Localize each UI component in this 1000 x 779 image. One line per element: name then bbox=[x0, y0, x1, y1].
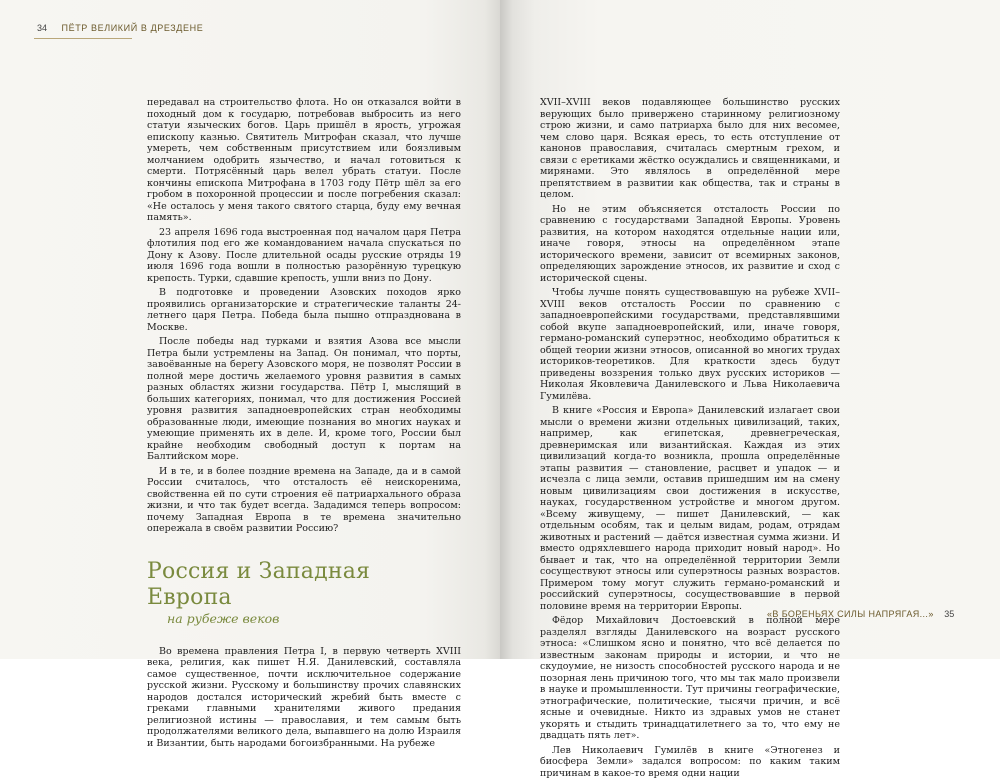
section-title-main: Россия и Западная Европа bbox=[147, 559, 461, 611]
page-number-left: 34 bbox=[37, 23, 47, 33]
section-title bbox=[147, 559, 461, 626]
paragraph: После победы над турками и взятия Азова все мысли Петра были устремлены на Запад. Он понимал, что порты, завоёванные на берегу Азовского моря, не позволят России в полной мере достичь желаемого уровня развития в самых разных областях жизни государства. Пётр I, мыслящий в больших категориях, понимал, что для достижения Россией уровня развития западноевропейских стран необходимы образованные люди, имеющие познания во многих науках и умеющие применять их в деле. И, кроме того, России был крайне необходим свободный доступ к портам на Балтийском море. bbox=[147, 336, 461, 463]
paragraph: В книге «Россия и Европа» Данилевский излагает свои мысли о времени жизни отдельных цивилизаций, таких, например, как египетская, древнегреческая, древнеримская или византийская. Каждая из этих цивилизаций когда-то возникла, прошла определённые этапы развития — становление, расцвет и упадок — и исчезла с лица земли, оставив пришедшим им на смену новым цивилизациям свои достижения в искусстве, науках, государственном устройстве и многом другом. «Всему живущему, — пишет Данилевский, — как отдельным особям, так и целым видам, родам, отрядам животных и растений — даётся известная сумма жизни. И вместо одряхлевшего народа приходит новый народ». Но бывает и так, что на определённой территории Земли сосуществуют этносы или суперэтносы разных возрастов. Примером тому могут служить германо-романский и российский суперэтносы, сосуществовавшие в первой половине время на территории Европы. bbox=[540, 405, 840, 612]
paragraph: передавал на строительство флота. Но он отказался войти в походный дом к государю, потребовав выбросить из него статуи языческих богов. Царь пришёл в ярость, угрожая епископу казнью. Святитель Митрофан сказал, что лучше умереть, чем собственным присутствием или боязливым молчанием одобрить язычество, и начал готовиться к смерти. Потрясённый царь велел убрать статуи. После кончины епископа Митрофана в 1703 году Пётр шёл за его гробом в похоронной процессии и после погребения сказал: «Не осталось у меня такого святого старца, буду ему вечная память». bbox=[147, 97, 461, 224]
running-footer bbox=[767, 609, 954, 619]
header-rule bbox=[34, 38, 132, 39]
left-page bbox=[0, 0, 500, 659]
section-title-sub: на рубеже веков bbox=[167, 611, 461, 626]
paragraph: XVII–XVIII веков подавляющее большинство русских верующих было привержено старинному религиозному строю жизни, и само патриарха было для них весомее, чем слово царя. Всякая ересь, то есть отступление от канонов православия, считалась смертным грехом, и связи с еретиками жёстко осуждались и священниками, и мирянами. Это являлось в определённой мере препятствием в развитии как общества, так и страны в целом. bbox=[540, 97, 840, 201]
paragraph: 23 апреля 1696 года выстроенная под началом царя Петра флотилия под его же командованием начала спускаться по Дону к Азову. После длительной осады русские отряды 19 июля 1696 года вошли в полностью разорённую турецкую крепость. Турки, сдавшие крепость, ушли вниз по Дону. bbox=[147, 227, 461, 285]
paragraph: Лев Николаевич Гумилёв в книге «Этногенез и биосфера Земли» задался вопросом: по каким таким причинам в какое-то время одни нации bbox=[540, 745, 840, 779]
right-text-column bbox=[540, 97, 840, 779]
running-header-title: ПЁТР ВЕЛИКИЙ В ДРЕЗДЕНЕ bbox=[62, 23, 204, 33]
paragraph: Во времена правления Петра I, в первую четверть XVIII века, религия, как пишет Н.Я. Данилевский, составляла самое существенное, почти исключительное содержание русской жизни. Русскому и большинству прочих славянских народов достался исторический жребий быть вместе с греками главными хранителями живого предания религиозной истины — православия, и тем самым быть продолжателями великого дела, выпавшего на долю Израиля и Византии, быть народами богоизбранными. На рубеже bbox=[147, 646, 461, 750]
paragraph: И в те, и в более поздние времена на Западе, да и в самой России считалось, что отсталость её неискоренима, свойственна ей по сути строения её патриархального образа жизни, и что так будет всегда. Зададимся теперь вопросом: почему Западная Европа в те времена значительно опережала в своём развитии Россию? bbox=[147, 466, 461, 535]
page-number-right: 35 bbox=[944, 609, 954, 619]
running-footer-title: «В БОРЕНЬЯХ СИЛЫ НАПРЯГАЯ...» bbox=[767, 609, 934, 619]
right-page bbox=[500, 0, 1000, 659]
paragraph: Чтобы лучше понять существовавшую на рубеже XVII–XVIII веков отсталость России по сравнению с западноевропейскими государствами, представлявшими собой вкупе западноевропейский, или, иначе говоря, германо-романский суперэтнос, необходимо обратиться к общей теории жизни этносов, описанной во многих трудах историков-теоретиков. Для краткости здесь будут приведены воззрения только двух русских историков — Николая Яковлевича Данилевского и Льва Николаевича Гумилёва. bbox=[540, 287, 840, 402]
paragraph: Но не этим объясняется отсталость России по сравнению с государствами Западной Европы. Уровень развития, на котором находятся отдельные нации или, иначе говоря, этносы на определённом этапе исторического времени, зависит от всемирных законов, определяющих зарождение этносов, их развитие и сход с исторической сцены. bbox=[540, 204, 840, 285]
paragraph: Фёдор Михайлович Достоевский в полной мере разделял взгляды Данилевского на возраст русского этноса: «Слишком ясно и понятно, что всё делается по известным законам природы и истории, и что не скудоумие, не низость способностей русского народа и не позорная лень причиною того, что мы так мало произвели в науке и промышленности. Тут причины географические, этнографические, политические, тысячи причин, и всё ясные и очевидные. Никто из здравых умов не станет укорять и стыдить тринадцатилетнего за то, что ему не двадцать пять лет». bbox=[540, 615, 840, 742]
running-header bbox=[37, 23, 203, 33]
paragraph: В подготовке и проведении Азовских походов ярко проявились организаторские и стратегические таланты 24-летнего царя Петра. Победа была пышно отпразднована в Москве. bbox=[147, 287, 461, 333]
left-text-column bbox=[147, 97, 461, 749]
